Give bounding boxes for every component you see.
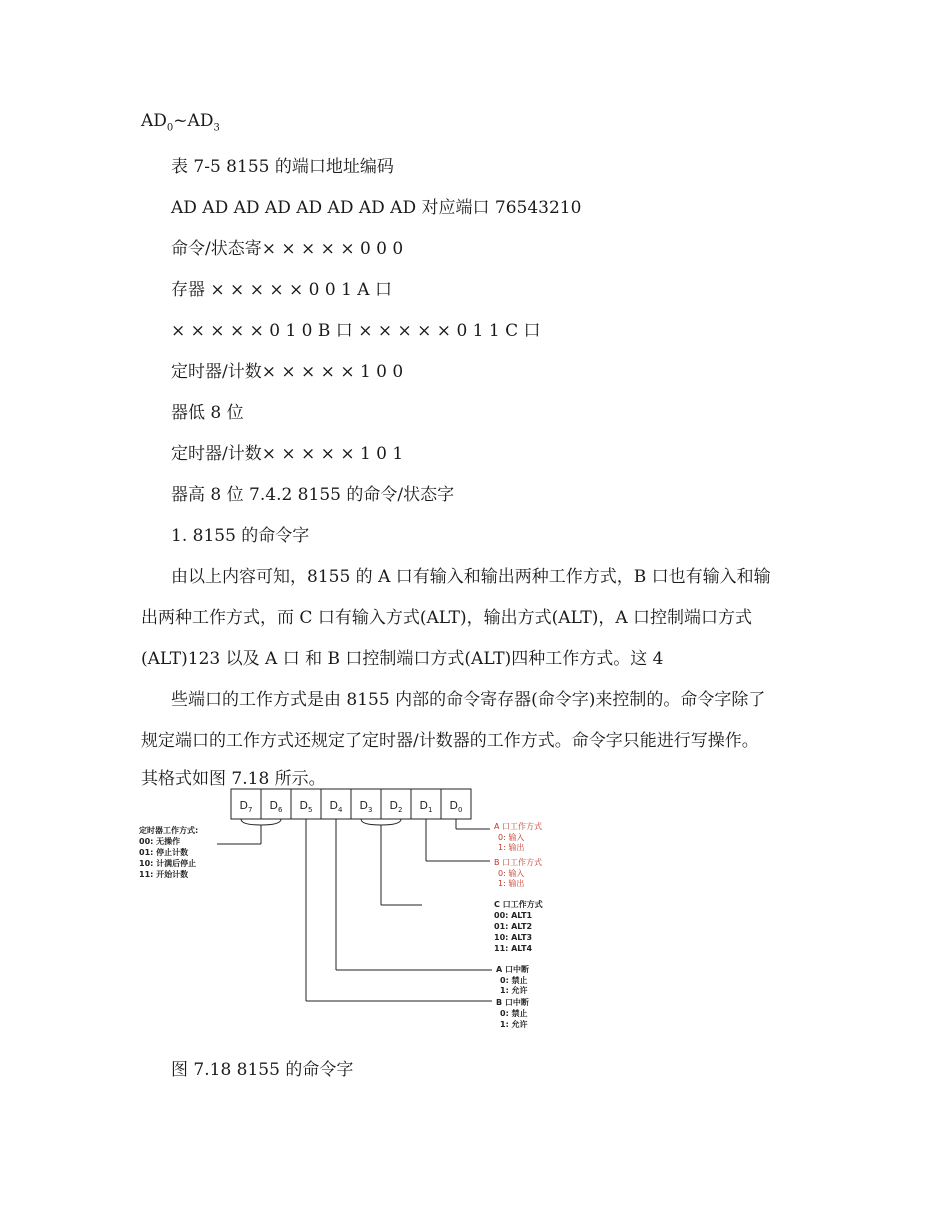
section-heading: 器高 8 位 7.4.2 8155 的命令/状态字 [171, 485, 455, 505]
timer-mode-option: 11: 开始计数 [139, 870, 189, 879]
bit-label: $D_4$ [329, 799, 343, 814]
subsection-heading: 1. 8155 的命令字 [171, 526, 310, 546]
c-port-mode-option: 10: ALT3 [494, 933, 533, 942]
a-port-mode-option: 0: 输入 [498, 833, 525, 842]
table-header: AD AD AD AD AD AD AD AD 对应端口 76543210 [171, 198, 582, 218]
table-row: 定时器/计数× × × × × 1 0 0 [171, 362, 404, 382]
table-title: 表 7-5 8155 的端口地址编码 [171, 157, 394, 177]
c-port-mode-option: 11: ALT4 [494, 944, 533, 953]
table-row: × × × × × 0 1 0 B 口 × × × × × 0 1 1 C 口 [171, 321, 541, 341]
bit-label: $D_2$ [389, 799, 403, 814]
c-port-mode-title: C 口工作方式 [494, 900, 543, 909]
bit-label: $D_6$ [269, 799, 283, 814]
c-port-mode-option: 00: ALT1 [494, 911, 533, 920]
a-port-interrupt-title: A 口中断 [496, 965, 529, 974]
a-port-mode-title: A 口工作方式 [494, 822, 543, 831]
b-port-interrupt-title: B 口中断 [496, 998, 529, 1007]
bit-label: $D_0$ [449, 799, 463, 814]
a-port-interrupt-option: 1: 允许 [500, 986, 528, 995]
bit-label: $D_5$ [299, 799, 313, 814]
timer-mode-option: 00: 无操作 [139, 837, 181, 846]
bit-label: $D_3$ [359, 799, 373, 814]
b-port-mode-option: 0: 输入 [498, 869, 525, 878]
a-port-mode-option: 1: 输出 [498, 843, 525, 852]
bit-label: $D_7$ [239, 799, 253, 814]
paragraph-line: 由以上内容可知，8155 的 A 口有输入和输出两种工作方式，B 口也有输入和输 [171, 567, 771, 587]
c-port-mode-option: 01: ALT2 [494, 922, 533, 931]
b-port-interrupt-option: 0: 禁止 [500, 1009, 528, 1018]
table-row: 定时器/计数× × × × × 1 0 1 [171, 444, 404, 464]
paragraph-line: (ALT)123 以及 A 口 和 B 口控制端口方式(ALT)四种工作方式。这 4 [141, 649, 664, 669]
b-port-mode-title: B 口工作方式 [494, 858, 543, 867]
b-port-mode-option: 1: 输出 [498, 879, 525, 888]
a-port-interrupt-option: 0: 禁止 [500, 976, 528, 985]
figure-caption: 图 7.18 8155 的命令字 [171, 1060, 354, 1080]
bit-label: $D_1$ [419, 799, 433, 814]
paragraph-line: 些端口的工作方式是由 8155 内部的命令寄存器(命令字)来控制的。命令字除了 [171, 690, 766, 710]
ad0-ad3-label: $AD_0\sim AD_3$ [141, 111, 220, 134]
paragraph-line: 其格式如图 7.18 所示。 [141, 769, 326, 789]
paragraph-line: 出两种工作方式，而 C 口有输入方式(ALT)，输出方式(ALT)，A 口控制端口方式 [141, 608, 753, 628]
command-word-diagram [137, 787, 557, 1042]
b-port-interrupt-option: 1: 允许 [500, 1020, 528, 1029]
timer-mode-option: 10: 计满后停止 [139, 859, 197, 868]
table-row: 器低 8 位 [171, 403, 244, 423]
table-row: 存器 × × × × × 0 0 1 A 口 [171, 280, 392, 300]
timer-mode-title: 定时器工作方式: [139, 826, 199, 835]
timer-mode-option: 01: 停止计数 [139, 848, 189, 857]
table-row: 命令/状态寄× × × × × 0 0 0 [171, 239, 404, 259]
paragraph-line: 规定端口的工作方式还规定了定时器/计数器的工作方式。命令字只能进行写操作。 [141, 731, 759, 751]
